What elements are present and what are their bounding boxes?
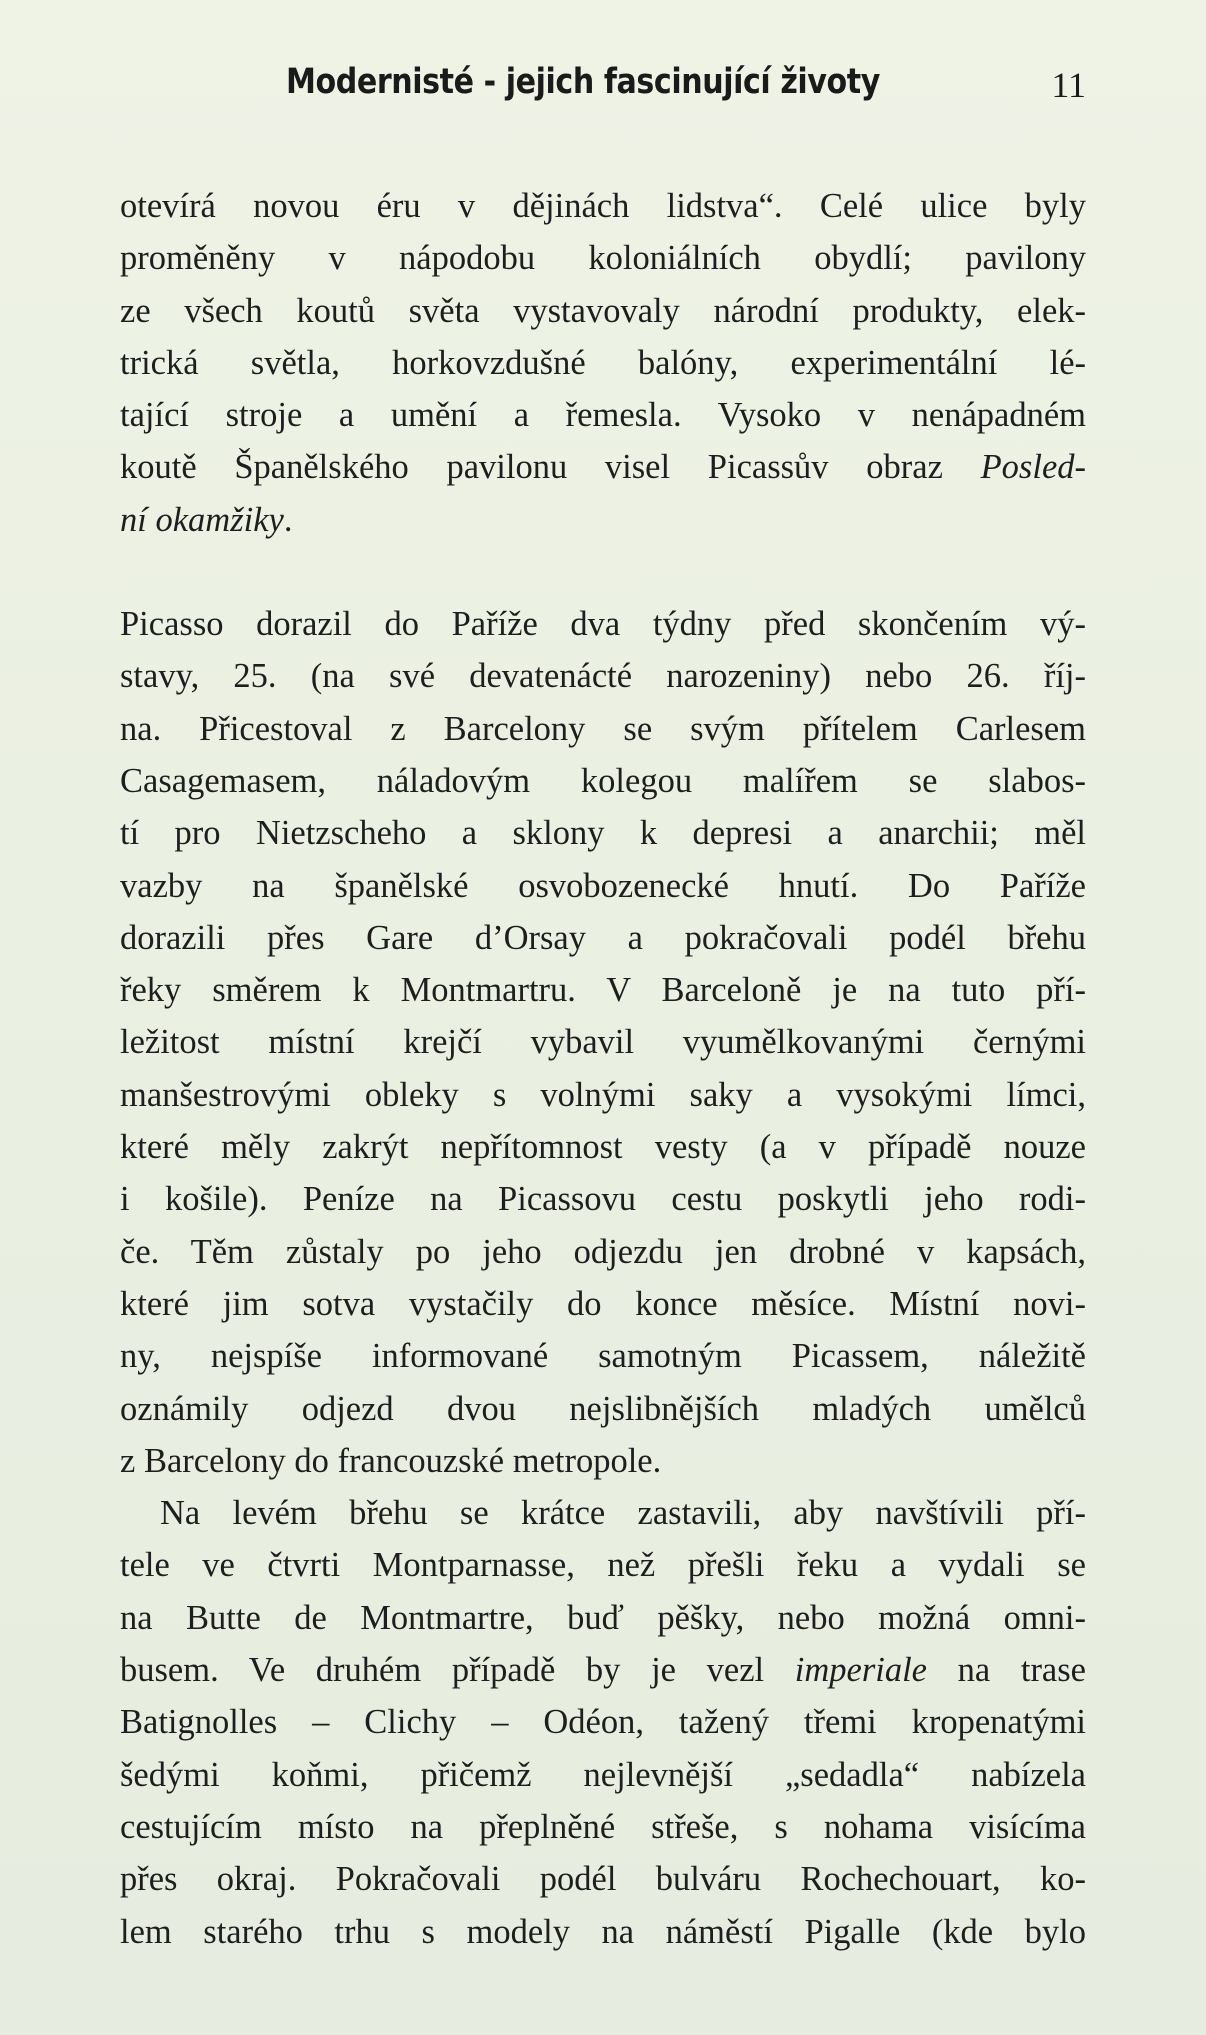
text-line: tele ve čtvrti Montparnasse, než přešli řeku a vydali se: [120, 1546, 1086, 1585]
text-line: [120, 494, 1086, 546]
text-line: přes okraj. Pokračovali podél bulváru Rochechouart, ko-: [120, 1860, 1086, 1899]
text-line: lem starého trhu s modely na náměstí Pigalle (kde bylo: [120, 1912, 1086, 1951]
section-break: [120, 546, 1086, 598]
text-line: če. Těm zůstaly po jeho odjezdu jen drobné v kapsách,: [120, 1232, 1086, 1271]
artwork-title: ní okamžiky: [120, 500, 284, 539]
text-line: které jim sotva vystačily do konce měsíce. Místní novi-: [120, 1284, 1086, 1323]
paragraph-2: [120, 598, 1086, 1487]
body-text: [120, 180, 1086, 1958]
text-line: otevírá novou éru v dějinách lidstva“. Celé ulice byly: [120, 187, 1086, 225]
text-fragment: .: [283, 500, 293, 539]
text-line: Batignolles – Clichy – Odéon, tažený třemi kropenatými: [120, 1703, 1086, 1742]
artwork-title: Posled-: [980, 448, 1086, 487]
paragraph-1: [120, 180, 1086, 546]
text-line: ny, nejspíše informované samotným Picassem, náležitě: [120, 1337, 1086, 1376]
text-line: dorazili přes Gare d’Orsay a pokračovali podél břehu: [120, 918, 1086, 957]
paragraph-3: [120, 1487, 1086, 1958]
text-line: trická světla, horkovzdušné balóny, experimentální lé-: [120, 343, 1086, 382]
text-line: řeky směrem k Montmartru. V Barceloně je na tuto pří-: [120, 971, 1086, 1010]
text-line: Picasso dorazil do Paříže dva týdny před skončením vý-: [120, 605, 1086, 644]
italic-term: imperiale: [794, 1651, 927, 1690]
text-line: [120, 1644, 1086, 1696]
text-line: cestujícím místo na přeplněné střeše, s nohama visícíma: [120, 1807, 1086, 1846]
text-line: vazby na španělské osvobozenecké hnutí. Do Paříže: [120, 866, 1086, 905]
text-line: tí pro Nietzscheho a sklony k depresi a anarchii; měl: [120, 814, 1086, 853]
running-head: [120, 62, 1086, 122]
text-line: které měly zakrýt nepřítomnost vesty (a v případě nouze: [120, 1128, 1086, 1167]
text-line: tající stroje a umění a řemesla. Vysoko v nenápadném: [120, 396, 1086, 435]
text-line: z Barcelony do francouzské metropole.: [120, 1441, 662, 1480]
text-line: stavy, 25. (na své devatenácté narozeniny) nebo 26. říj-: [120, 657, 1086, 696]
text-line: ze všech koutů světa vystavovaly národní produkty, elek-: [120, 291, 1086, 330]
text-line: Na levém břehu se krátce zastavili, aby navštívili pří-: [160, 1494, 1086, 1533]
text-fragment: koutě Španělského pavilonu visel Picassův obraz: [120, 448, 981, 487]
chapter-title: Modernisté - jejich fascinující životy: [286, 62, 880, 102]
text-line: proměněny v nápodobu koloniálních obydlí; pavilony: [120, 239, 1086, 278]
text-line: ležitost místní krejčí vybavil vyumělkovanými černými: [120, 1023, 1086, 1062]
text-line: na Butte de Montmartre, buď pěšky, nebo možná omni-: [120, 1598, 1086, 1637]
text-line: i košile). Peníze na Picassovu cestu poskytli jeho rodi-: [120, 1180, 1086, 1219]
text-line: na. Přicestoval z Barcelony se svým přítelem Carlesem: [120, 709, 1086, 748]
text-line: Casagemasem, náladovým kolegou malířem se slabos-: [120, 761, 1086, 800]
text-line: šedými koňmi, přičemž nejlevnější „sedadla“ nabízela: [120, 1755, 1086, 1794]
text-line: manšestrovými obleky s volnými saky a vysokými límci,: [120, 1075, 1086, 1114]
text-fragment: busem. Ve druhém případě by je vezl: [120, 1651, 795, 1690]
text-fragment: na trase: [926, 1651, 1086, 1690]
text-line: [120, 441, 1086, 493]
text-line: oznámily odjezd dvou nejslibnějších mladých umělců: [120, 1389, 1086, 1428]
page-number: 11: [1051, 65, 1086, 105]
